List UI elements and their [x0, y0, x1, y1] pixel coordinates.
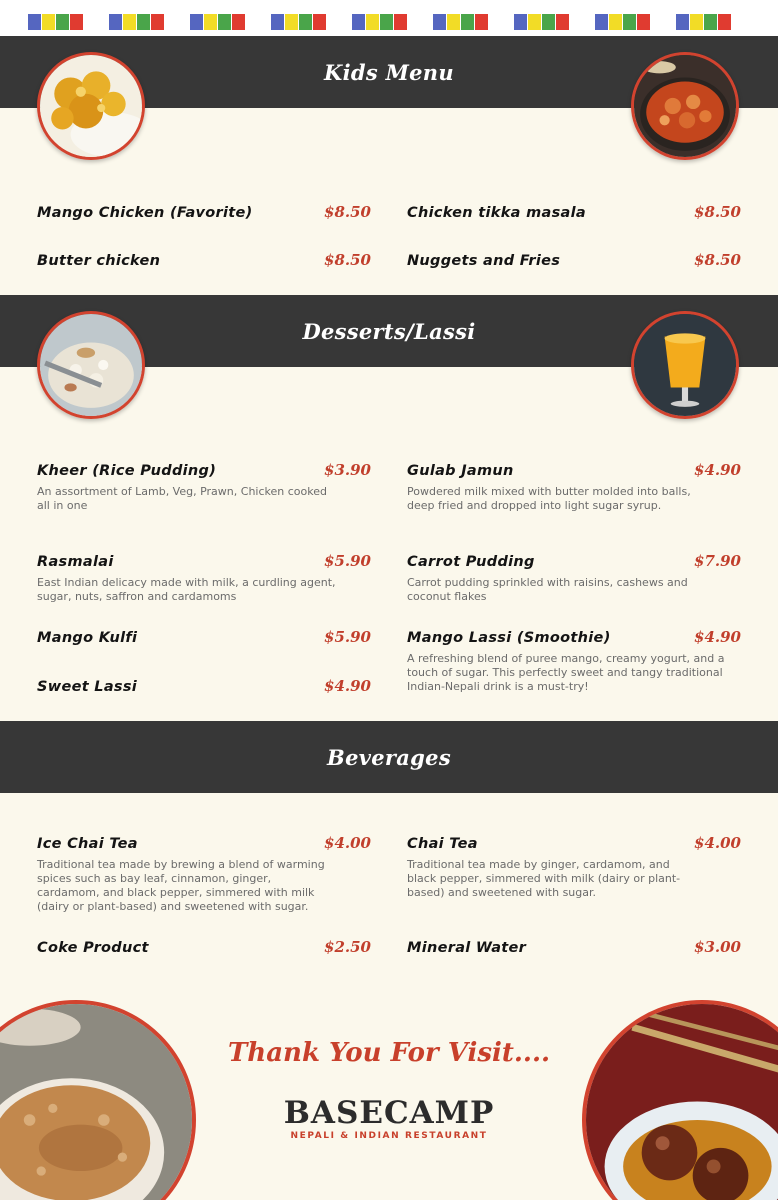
- list-item: [407, 628, 741, 694]
- prayer-flag: [123, 14, 136, 30]
- section-title: Beverages: [327, 744, 451, 770]
- list-item: [37, 203, 371, 221]
- flag-group: [28, 14, 83, 30]
- item-name: Mango Kulfi: [37, 630, 138, 646]
- prayer-flag-strip: [0, 0, 778, 36]
- prayer-flag: [609, 14, 622, 30]
- prayer-flag: [28, 14, 41, 30]
- prayer-flag: [380, 14, 393, 30]
- prayer-flag: [56, 14, 69, 30]
- item-name: Chai Tea: [407, 836, 478, 852]
- item-price: $7.90: [694, 552, 741, 570]
- restaurant-logo: [260, 1095, 518, 1141]
- prayer-flag: [447, 14, 460, 30]
- prayer-flag: [556, 14, 569, 30]
- prayer-flag: [595, 14, 608, 30]
- list-item: [37, 834, 371, 914]
- prayer-flag: [637, 14, 650, 30]
- prayer-flag: [528, 14, 541, 30]
- item-name: Coke Product: [37, 940, 149, 956]
- item-name: Kheer (Rice Pudding): [37, 463, 217, 479]
- item-name: Rasmalai: [37, 554, 114, 570]
- prayer-flag: [676, 14, 689, 30]
- item-price: $3.00: [694, 938, 741, 956]
- flag-group: [514, 14, 569, 30]
- mango-chicken-photo: [37, 52, 145, 160]
- prayer-flag: [42, 14, 55, 30]
- item-name: Carrot Pudding: [407, 554, 535, 570]
- item-description: Traditional tea made by brewing a blend of warming spices such as bay leaf, cinnamon, ginger, cardamom, and black pepper, simmered with milk (dairy or plant-based) and sweetened with sugar.: [37, 858, 325, 913]
- item-name: Sweet Lassi: [37, 679, 138, 695]
- flag-group: [595, 14, 650, 30]
- list-item: [37, 251, 371, 269]
- flag-group: [109, 14, 164, 30]
- flag-group: [352, 14, 407, 30]
- item-name: Gulab Jamun: [407, 463, 514, 479]
- thank-you-message: Thank You For Visit....: [227, 1038, 551, 1068]
- prayer-flag: [704, 14, 717, 30]
- section-title: Desserts/Lassi: [302, 318, 476, 344]
- list-item: [407, 251, 741, 269]
- list-item: [407, 552, 741, 604]
- item-price: $2.50: [324, 938, 371, 956]
- list-item: [407, 938, 741, 956]
- section-header-beverages: [0, 721, 778, 793]
- item-name: Mineral Water: [407, 940, 527, 956]
- item-description: Powdered milk mixed with butter molded into balls, deep fried and dropped into light sugar syrup.: [407, 485, 691, 512]
- prayer-flag: [137, 14, 150, 30]
- brand-tagline: NEPALI & INDIAN RESTAURANT: [290, 1131, 488, 1141]
- prayer-flag: [514, 14, 527, 30]
- prayer-flag: [313, 14, 326, 30]
- prayer-flag: [218, 14, 231, 30]
- list-item: [407, 203, 741, 221]
- prayer-flag: [190, 14, 203, 30]
- prayer-flag: [204, 14, 217, 30]
- section-title: Kids Menu: [324, 59, 454, 85]
- prayer-flag: [542, 14, 555, 30]
- item-price: $4.90: [324, 677, 371, 695]
- item-description: East Indian delicacy made with milk, a curdling agent, sugar, nuts, saffron and cardamoms: [37, 576, 336, 603]
- list-item: [37, 628, 371, 646]
- item-price: $8.50: [324, 251, 371, 269]
- list-item: [407, 834, 741, 900]
- item-name: Chicken tikka masala: [407, 205, 586, 221]
- prayer-flag: [232, 14, 245, 30]
- flag-group: [271, 14, 326, 30]
- prayer-flag: [433, 14, 446, 30]
- item-description: Traditional tea made by ginger, cardamom, and black pepper, simmered with milk (dairy or plant-based) and sweetened with sugar.: [407, 858, 681, 899]
- chai-tea-photo: [0, 1000, 196, 1200]
- item-price: $4.00: [694, 834, 741, 852]
- gulab-jamun-photo: [582, 1000, 778, 1200]
- item-price: $5.90: [324, 628, 371, 646]
- item-price: $5.90: [324, 552, 371, 570]
- item-price: $4.00: [324, 834, 371, 852]
- prayer-flag: [394, 14, 407, 30]
- prayer-flag: [461, 14, 474, 30]
- item-description: Carrot pudding sprinkled with raisins, cashews and coconut flakes: [407, 576, 688, 603]
- item-name: Nuggets and Fries: [407, 253, 561, 269]
- item-name: Mango Lassi (Smoothie): [407, 630, 611, 646]
- prayer-flag: [690, 14, 703, 30]
- item-price: $8.50: [694, 203, 741, 221]
- item-price: $8.50: [324, 203, 371, 221]
- item-name: Ice Chai Tea: [37, 836, 138, 852]
- brand-name: BASECAMP: [283, 1095, 495, 1131]
- prayer-flag: [271, 14, 284, 30]
- prayer-flag: [623, 14, 636, 30]
- prayer-flag: [285, 14, 298, 30]
- prayer-flag: [299, 14, 312, 30]
- prayer-flag: [475, 14, 488, 30]
- item-name: Butter chicken: [37, 253, 161, 269]
- item-description: A refreshing blend of puree mango, creamy yogurt, and a touch of sugar. This perfectly sweet and tangy traditional Indian-Nepali drink is a must-try!: [407, 652, 725, 693]
- item-name: Mango Chicken (Favorite): [37, 205, 253, 221]
- item-price: $8.50: [694, 251, 741, 269]
- prayer-flag: [366, 14, 379, 30]
- flag-group: [190, 14, 245, 30]
- list-item: [407, 461, 741, 513]
- prayer-flag: [109, 14, 122, 30]
- item-price: $4.90: [694, 628, 741, 646]
- prayer-flag: [352, 14, 365, 30]
- flag-group: [676, 14, 731, 30]
- item-price: $3.90: [324, 461, 371, 479]
- list-item: [37, 938, 371, 956]
- mango-lassi-photo: [631, 311, 739, 419]
- prayer-flag: [151, 14, 164, 30]
- flag-group: [433, 14, 488, 30]
- list-item: [37, 552, 371, 604]
- prayer-flag: [70, 14, 83, 30]
- list-item: [37, 461, 371, 513]
- kheer-photo: [37, 311, 145, 419]
- tikka-masala-photo: [631, 52, 739, 160]
- prayer-flag: [718, 14, 731, 30]
- item-price: $4.90: [694, 461, 741, 479]
- item-description: An assortment of Lamb, Veg, Prawn, Chicken cooked all in one: [37, 485, 327, 512]
- list-item: [37, 677, 371, 695]
